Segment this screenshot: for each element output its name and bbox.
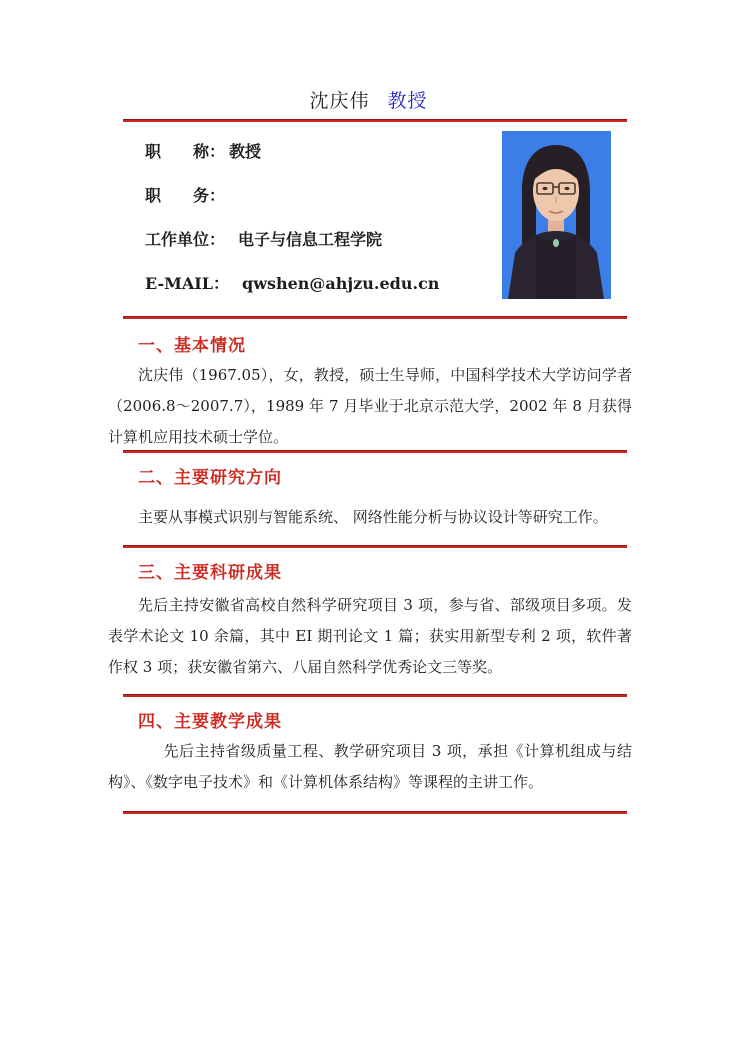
section-paragraph-teaching-achievements: 先后主持省级质量工程、教学研究项目 3 项，承担《计算机组成与结构》、《数字电子技术》和《计算机体系结构》等课程的主讲工作。 — [108, 742, 632, 791]
section-heading-basic-info: 一、基本情况 — [138, 336, 246, 356]
workunit-value: 电子与信息工程学院 — [238, 230, 383, 249]
section-heading-teaching-achievements: 四、主要教学成果 — [138, 712, 282, 732]
title-label: 职 称： — [145, 142, 226, 161]
section-divider — [123, 545, 627, 548]
info-block — [145, 142, 495, 318]
horizontal-rule — [123, 119, 627, 122]
section-divider — [123, 316, 627, 319]
position-label: 职 务： — [145, 186, 226, 205]
email-label: E-MAIL： — [145, 274, 229, 293]
info-row-workunit — [145, 230, 495, 274]
profile-photo — [502, 131, 611, 299]
title-value: 教授 — [229, 142, 262, 161]
person-rank: 教授 — [387, 90, 428, 112]
email-value: qwshen@ahjzu.edu.cn — [242, 274, 440, 293]
section-paragraph-basic-info: 沈庆伟（1967.05），女，教授，硕士生导师，中国科学技术大学访问学者（2006.8～2007.7），1989 年 7 月毕业于北京示范大学，2002 年 8 月获得计算机应用技术硕士学位。 — [108, 366, 632, 446]
workunit-label: 工作单位： — [145, 230, 226, 249]
person-name: 沈庆伟 — [309, 90, 370, 112]
info-row-position — [145, 186, 495, 230]
section-heading-research-achievements: 三、主要科研成果 — [138, 563, 282, 583]
section-paragraph-research-directions: 主要从事模式识别与智能系统、 网络性能分析与协议设计等研究工作。 — [138, 508, 608, 526]
info-row-email — [145, 274, 495, 318]
section-divider — [123, 694, 627, 697]
page-title — [0, 86, 737, 113]
bottom-rule — [123, 811, 627, 814]
section-heading-research-directions: 二、主要研究方向 — [138, 468, 282, 488]
section-divider — [123, 450, 627, 453]
section-paragraph-research-achievements: 先后主持安徽省高校自然科学研究项目 3 项，参与省、部级项目多项。发表学术论文 10 余篇，其中 EI 期刊论文 1 篇；获实用新型专利 2 项，软件著作权 3 项；获安徽省第六、八届自然科学优秀论文三等奖。 — [108, 596, 632, 676]
info-row-title — [145, 142, 495, 186]
